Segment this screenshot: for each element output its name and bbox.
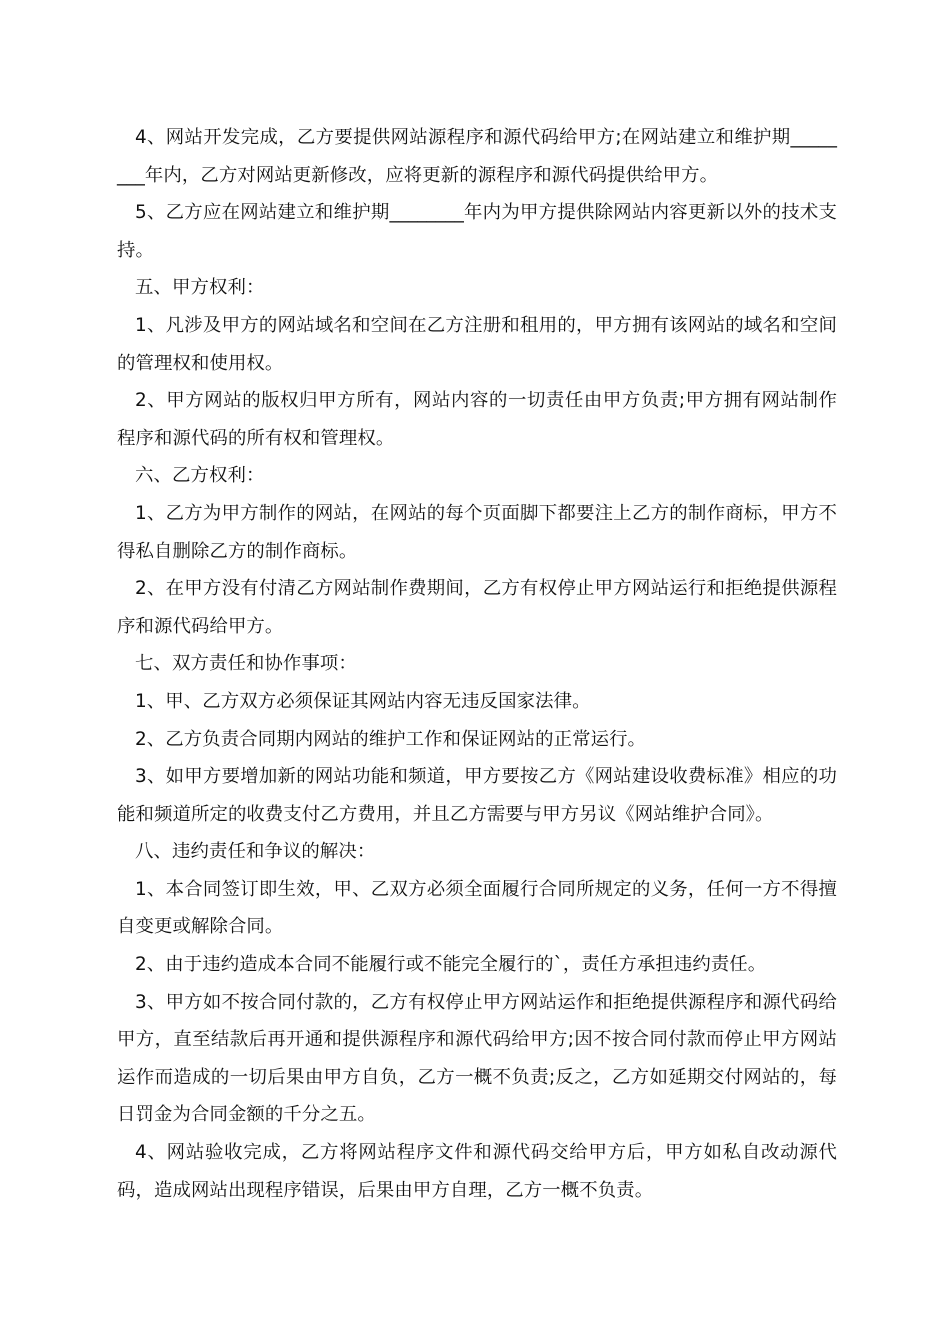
section-heading-breach: 八、违约责任和争议的解决： [135, 841, 376, 863]
paragraph-new-features: 3、如甲方要增加新的网站功能和频道，甲方要按乙方《网站建设收费标准》相应的功能和频道所定的收费支付乙方费用，并且乙方需要与甲方另议《网站维护合同》。 [117, 766, 837, 825]
section-heading-party-b-rights: 六、乙方权利： [135, 465, 265, 487]
paragraph-contract-effective: 1、本合同签订即生效，甲、乙双方必须全面履行合同所规定的义务，任何一方不得擅自变更或解除合同。 [117, 878, 837, 938]
paragraph-acceptance: 4、网站验收完成，乙方将网站程序文件和源代码交给甲方后，甲方如私自改动源代码，造成网站出现程序错误，后果由甲方自理，乙方一概不负责。 [117, 1142, 837, 1201]
paragraph-late-payment: 3、甲方如不按合同付款的，乙方有权停止甲方网站运作和拒绝提供源程序和源代码给甲方，直至结款后再开通和提供源程序和源代码给甲方;因不按合同付款而停止甲方网站运作而造成的一切后果由甲方自负，乙方一概不负责;反之，乙方如延期交付网站的，每日罚金为合同金额的千分之五。 [117, 991, 837, 1126]
paragraph-maintenance: 2、乙方负责合同期内网站的维护工作和保证网站的正常运行。 [135, 728, 647, 750]
paragraph-breach-liability: 2、由于违约造成本合同不能履行或不能完全履行的`，责任方承担违约责任。 [135, 954, 767, 976]
paragraph-payment-suspension: 2、在甲方没有付清乙方网站制作费期间，乙方有权停止甲方网站运行和拒绝提供源程序和源代码给甲方。 [117, 578, 837, 637]
paragraph-legal-compliance: 1、甲、乙方双方必须保证其网站内容无违反国家法律。 [135, 690, 591, 712]
paragraph-domain-rights: 1、凡涉及甲方的网站域名和空间在乙方注册和租用的，甲方拥有该网站的域名和空间的管理权和使用权。 [117, 314, 837, 374]
document-body [117, 119, 837, 1209]
section-heading-mutual-responsibilities: 七、双方责任和协作事项： [135, 653, 357, 675]
section-heading-party-a-rights: 五、甲方权利： [135, 277, 265, 299]
paragraph-trademark: 1、乙方为甲方制作的网站，在网站的每个页面脚下都要注上乙方的制作商标，甲方不得私自删除乙方的制作商标。 [117, 502, 837, 562]
paragraph-technical-support: 5、乙方应在网站建立和维护期________年内为甲方提供除网站内容更新以外的技术支持。 [117, 202, 837, 261]
paragraph-source-code-delivery: 4、网站开发完成，乙方要提供网站源程序和源代码给甲方;在网站建立和维护期________年内，乙方对网站更新修改，应将更新的源程序和源代码提供给甲方。 [117, 127, 837, 186]
paragraph-copyright: 2、甲方网站的版权归甲方所有，网站内容的一切责任由甲方负责;甲方拥有网站制作程序和源代码的所有权和管理权。 [117, 390, 837, 449]
